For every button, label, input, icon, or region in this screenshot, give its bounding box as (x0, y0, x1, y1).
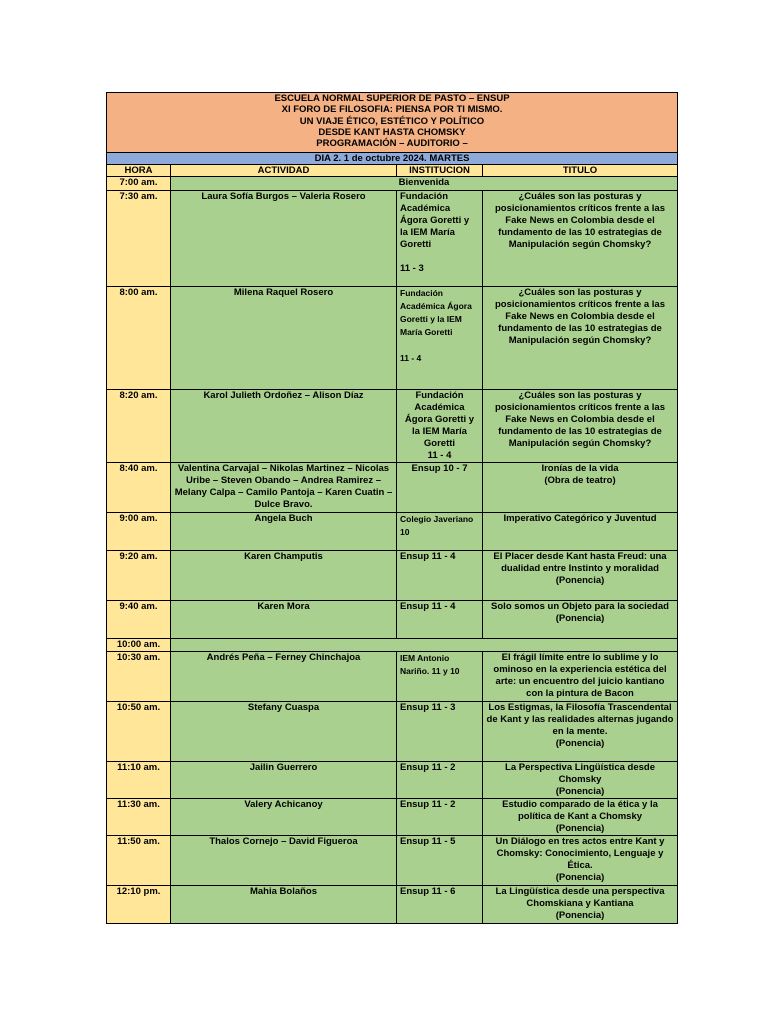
institution-cell: Ensup 11 - 3 (397, 702, 483, 762)
institution-cell: Fundación Académica Ágora Goretti y la IEM María Goretti 11 - 4 (397, 390, 483, 463)
institution-cell: IEM Antonio Nariño. 11 y 10 (397, 652, 483, 702)
time-cell: 10:50 am. (107, 702, 171, 762)
activity-cell: Valery Achicanoy (171, 799, 397, 836)
header-line: XI FORO DE FILOSOFIA: PIENSA POR TI MISMO. (281, 104, 503, 116)
break-cell (171, 639, 678, 652)
activity-cell: Karol Julieth Ordoñez – Alison Díaz (171, 390, 397, 463)
column-headers (107, 165, 678, 177)
title-cell: Imperativo Categórico y Juventud (483, 513, 678, 551)
activity-cell: Jailin Guerrero (171, 762, 397, 799)
institution-cell: Ensup 11 - 4 (397, 601, 483, 639)
schedule-row (107, 652, 678, 702)
title-cell: El frágil límite entre lo sublime y lo ominoso en la experiencia estética del arte: un encuentro del juicio kantiano con la pintura de Bacon (483, 652, 678, 702)
activity-cell: Laura Sofía Burgos – Valeria Rosero (171, 191, 397, 287)
time-cell: 8:00 am. (107, 287, 171, 390)
time-cell: 11:50 am. (107, 836, 171, 886)
title-cell: La Perspectiva Lingüística desde Chomsky (Ponencia) (483, 762, 678, 799)
time-cell: 12:10 pm. (107, 886, 171, 924)
schedule-row (107, 836, 678, 886)
activity-cell: Andrés Peña – Ferney Chinchajoa (171, 652, 397, 702)
activity-cell: Angela Buch (171, 513, 397, 551)
institution-cell: Ensup 11 - 5 (397, 836, 483, 886)
schedule-row (107, 177, 678, 191)
time-cell: 8:20 am. (107, 390, 171, 463)
institution-cell: Ensup 11 - 2 (397, 799, 483, 836)
column-header-hora: HORA (107, 165, 171, 177)
schedule-row (107, 390, 678, 463)
institution-cell: Colegio Javeriano 10 (397, 513, 483, 551)
time-cell: 9:00 am. (107, 513, 171, 551)
schedule-row (107, 702, 678, 762)
time-cell: 9:20 am. (107, 551, 171, 601)
title-cell: ¿Cuáles son las posturas y posicionamientos críticos frente a las Fake News en Colombia desde el fundamento de las 10 estrategias de Manipulación según Chomsky? (483, 390, 678, 463)
column-header-titulo: TITULO (483, 165, 678, 177)
header-line: PROGRAMACIÓN – AUDITORIO – (316, 138, 468, 150)
schedule-row (107, 886, 678, 924)
header-line: DESDE KANT HASTA CHOMSKY (318, 126, 466, 138)
time-cell: 10:00 am. (107, 639, 171, 652)
title-cell: Un Diálogo en tres actos entre Kant y Chomsky: Conocimiento, Lenguaje y Ética. (Ponencia) (483, 836, 678, 886)
title-cell: Estudio comparado de la ética y la política de Kant a Chomsky (Ponencia) (483, 799, 678, 836)
title-cell: ¿Cuáles son las posturas y posicionamientos críticos frente a las Fake News en Colombia desde el fundamento de las 10 estrategias de Manipulación según Chomsky? (483, 191, 678, 287)
activity-cell: Karen Mora (171, 601, 397, 639)
title-cell: La Lingüística desde una perspectiva Chomskiana y Kantiana (Ponencia) (483, 886, 678, 924)
schedule-row (107, 191, 678, 287)
institution-cell: Fundación Académica Ágora Goretti y la IEM María Goretti 11 - 3 (397, 191, 483, 287)
header-line: UN VIAJE ÉTICO, ESTÉTICO Y POLÍTICO (299, 115, 485, 127)
schedule-row (107, 463, 678, 513)
institution-cell: Ensup 11 - 2 (397, 762, 483, 799)
schedule-row (107, 287, 678, 390)
schedule-table (106, 92, 678, 924)
title-cell: Ironías de la vida (Obra de teatro) (483, 463, 678, 513)
title-cell: El Placer desde Kant hasta Freud: una dualidad entre Instinto y moralidad (Ponencia) (483, 551, 678, 601)
schedule-row (107, 799, 678, 836)
column-header-institucion: INSTITUCION (397, 165, 483, 177)
institution-cell: Ensup 11 - 6 (397, 886, 483, 924)
title-cell: Solo somos un Objeto para la sociedad (Ponencia) (483, 601, 678, 639)
institution-cell: Fundación Académica Ágora Goretti y la IEM María Goretti 11 - 4 (397, 287, 483, 390)
time-cell: 7:30 am. (107, 191, 171, 287)
header-line: ESCUELA NORMAL SUPERIOR DE PASTO – ENSUP (274, 93, 510, 104)
institution-cell: Ensup 10 - 7 (397, 463, 483, 513)
column-header-actividad: ACTIVIDAD (171, 165, 397, 177)
day-label: DIA 2. 1 de octubre 2024. MARTES (107, 153, 678, 165)
schedule-row (107, 513, 678, 551)
time-cell: 11:30 am. (107, 799, 171, 836)
activity-cell: Mahia Bolaños (171, 886, 397, 924)
activity-cell: Thalos Cornejo – David Figueroa (171, 836, 397, 886)
activity-cell: Valentina Carvajal – Nikolas Martinez – Nicolas Uribe – Steven Obando – Andrea Ramirez – Melany Calpa – Camilo Pantoja – Karen Cuatin – Dulce Bravo. (171, 463, 397, 513)
activity-cell: Milena Raquel Rosero (171, 287, 397, 390)
event-header (107, 93, 678, 153)
schedule-row (107, 551, 678, 601)
schedule-row (107, 639, 678, 652)
schedule-row (107, 762, 678, 799)
activity-cell: Bienvenida (171, 177, 678, 191)
title-cell: ¿Cuáles son las posturas y posicionamientos críticos frente a las Fake News en Colombia desde el fundamento de las 10 estrategias de Manipulación según Chomsky? (483, 287, 678, 390)
time-cell: 8:40 am. (107, 463, 171, 513)
time-cell: 7:00 am. (107, 177, 171, 191)
activity-cell: Karen Champutis (171, 551, 397, 601)
schedule-row (107, 601, 678, 639)
time-cell: 9:40 am. (107, 601, 171, 639)
time-cell: 10:30 am. (107, 652, 171, 702)
activity-cell: Stefany Cuaspa (171, 702, 397, 762)
institution-cell: Ensup 11 - 4 (397, 551, 483, 601)
time-cell: 11:10 am. (107, 762, 171, 799)
title-cell: Los Estigmas, la Filosofía Trascendental de Kant y las realidades alternas jugando en la mente. (Ponencia) (483, 702, 678, 762)
